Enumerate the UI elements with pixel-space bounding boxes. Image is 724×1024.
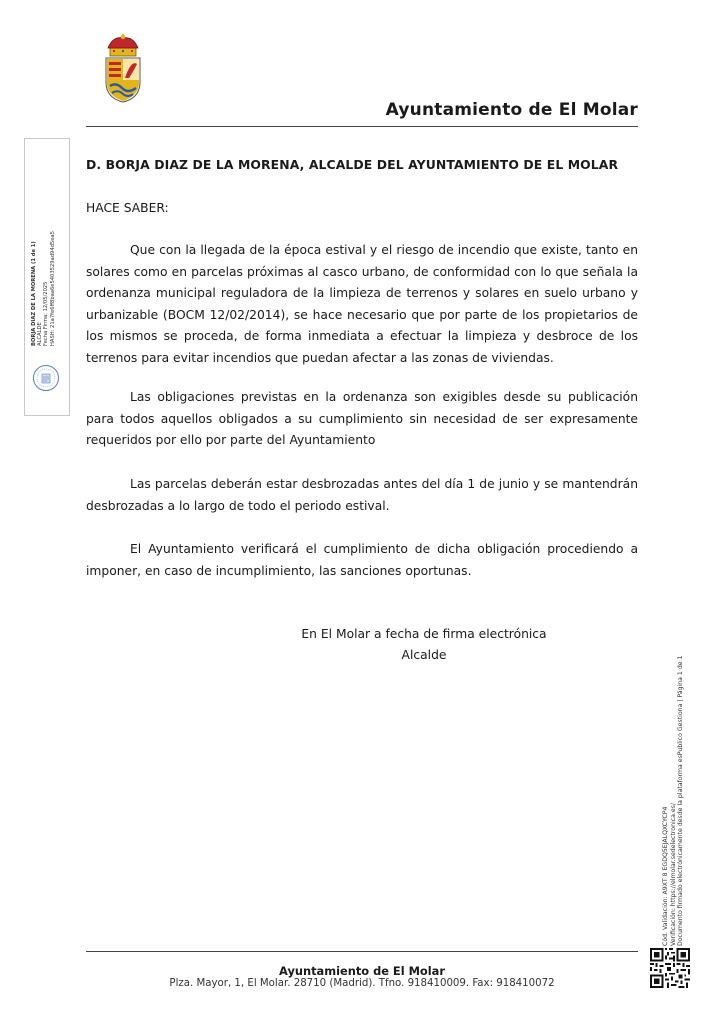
paragraph-4-text: El Ayuntamiento verificará el cumplimiento de dicha obligación procediendo a imponer, en caso de incumplimiento, las sanciones oportunas.: [86, 542, 638, 578]
header-divider: [86, 126, 638, 127]
signature-stamp-text: [31, 231, 56, 346]
footer-title: Ayuntamiento de El Molar: [279, 964, 445, 978]
paragraph-4: [86, 539, 638, 582]
signature-name: BORJA DIAZ DE LA MORENA (1 de 1): [31, 241, 37, 346]
signature-role: ALCALDE: [37, 322, 44, 346]
municipal-crest-logo: [100, 34, 146, 104]
qr-code-icon: [650, 948, 690, 988]
footer-address: Plza. Mayor, 1, El Molar. 28710 (Madrid). Tfno. 918410009. Fax: 918410072: [169, 978, 555, 989]
closing-place: En El Molar a fecha de firma electrónica: [301, 627, 547, 641]
signature-hash: HASH: 21a7fe6ff8baa6e5403529ad94d5ea5: [49, 231, 56, 346]
paragraph-2: [86, 387, 638, 452]
closing-role: Alcalde: [401, 648, 447, 662]
validation-platform: Documento firmado electrónicamente desde la plataforma esPublico Gestiona | Página 1 de 1: [677, 655, 685, 946]
header-title: Ayuntamiento de El Molar: [385, 100, 638, 120]
paragraph-2-text: Las obligaciones previstas en la ordenanza son exigibles desde su publicación para todos aquellos obligados a su cumplimiento sin necesidad de ser expresamente requeridos por ello por parte del Ayuntamiento: [86, 390, 638, 448]
closing-block: [86, 624, 638, 666]
signature-date: Fecha Firma: 12/05/2025: [43, 281, 50, 346]
validation-code: Cód. Validación: A9XT 8 EGDQ5EJALQXCYCP4: [662, 806, 669, 946]
document-heading: D. BORJA DIAZ DE LA MORENA, ALCALDE DEL AYUNTAMIENTO DE EL MOLAR: [86, 157, 619, 172]
validation-text: [662, 656, 685, 946]
paragraph-3-text: Las parcelas deberán estar desbrozadas antes del día 1 de junio y se mantendrán desbrozadas a lo largo de todo el periodo estival.: [86, 477, 638, 513]
paragraph-1-text: Que con la llegada de la época estival y el riesgo de incendio que existe, tanto en solares como en parcelas próximas al casco urbano, de conformidad con lo que señala la ordenanza municipal reguladora de la limpieza de terrenos y solares en suelo urbano y urbanizable (BOCM 12/02/2014), se hace necesario que por parte de los propietarios de los mismos se proceda, de forma inmediata a efectuar la limpieza y desbroce de los terrenos para evitar incendios que puedan afectar a las zonas de viviendas.: [86, 243, 638, 365]
validation-url: Verificación: https://elmolar.sedelectronica.es/: [669, 803, 677, 946]
document-intro: HACE SABER:: [86, 201, 169, 215]
paragraph-3: [86, 474, 638, 517]
footer-divider: [86, 951, 638, 952]
signature-seal-icon: [32, 364, 60, 392]
paragraph-1: [86, 240, 638, 370]
